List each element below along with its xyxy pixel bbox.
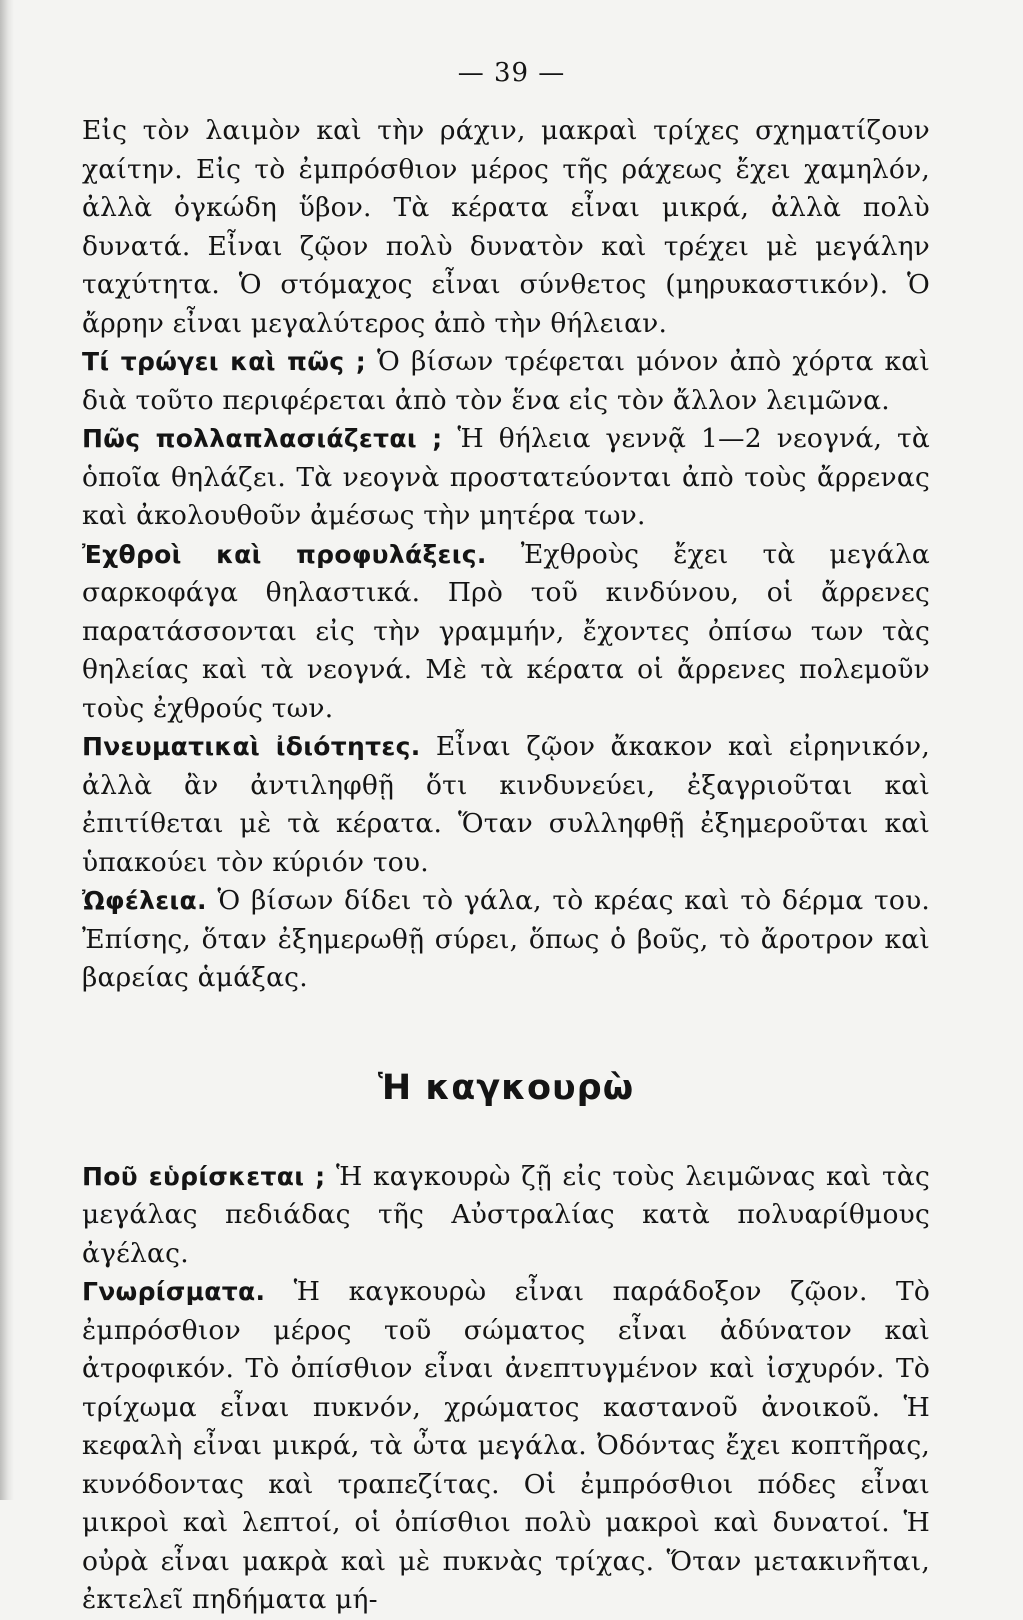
benefit-paragraph: [82, 882, 930, 998]
features-heading: Γνωρίσματα.: [82, 1277, 266, 1306]
page-content: [82, 112, 930, 1620]
benefit-heading: Ὠφέλεια.: [82, 886, 207, 915]
mental-heading: Πνευματικαὶ ἰδιότητες.: [82, 732, 421, 761]
kangaroo-section-title: Ἡ καγκουρὼ: [377, 1067, 635, 1108]
bison-intro-paragraph: Εἰς τὸν λαιμὸν καὶ τὴν ράχιν, μακραὶ τρίχες σχηματίζουν χαίτην. Εἰς τὸ ἐμπρόσθιον μέρος τῆς ράχεως ἔχει χαμηλόν, ἀλλὰ ὀγκώδη ὕβον. Τὰ κέρατα εἶναι μικρά, ἀλλὰ πολὺ δυνατά. Εἶναι ζῷον πολὺ δυνατὸν καὶ τρέχει μὲ μεγάλην ταχύτητα. Ὁ στόμαχος εἶναι σύνθετος (μηρυκαστικόν). Ὁ ἄρρην εἶναι μεγαλύτερος ἀπὸ τὴν θήλειαν.: [82, 115, 930, 339]
page-number: — 39 —: [457, 58, 566, 88]
food-paragraph: [82, 343, 930, 420]
habitat-paragraph: [82, 1158, 930, 1274]
breeding-text: Ἡ θήλεια γεννᾷ 1—2 νεογνά, τὰ ὁποῖα θηλάζει. Τὰ νεογνὰ προστατεύονται ἀπὸ τοὺς ἄρρενας καὶ ἀκολουθοῦν ἀμέσως τὴν μητέρα των.: [82, 423, 930, 531]
page-edge-shadow: [0, 0, 14, 1500]
food-text: Ὁ βίσων τρέφεται μόνον ἀπὸ χόρτα καὶ διὰ τοῦτο περιφέρεται ἀπὸ τὸν ἕνα εἰς τὸν ἄλλον λειμῶνα.: [82, 346, 930, 416]
benefit-text: Ὁ βίσων δίδει τὸ γάλα, τὸ κρέας καὶ τὸ δέρμα του. Ἐπίσης, ὅταν ἐξημερωθῇ σύρει, ὅπως ὁ βοῦς, τὸ ἄροτρον καὶ βαρείας ἁμάξας.: [82, 885, 930, 993]
breeding-paragraph: [82, 420, 930, 536]
mental-paragraph: [82, 728, 930, 882]
enemies-text: Ἐχθροὺς ἔχει τὰ μεγάλα σαρκοφάγα θηλαστικά. Πρὸ τοῦ κινδύνου, οἱ ἄρρενες παρατάσσονται εἰς τὴν γραμμήν, ἔχοντες ὀπίσω των τὰς θηλείας καὶ τὰ νεογνά. Μὲ τὰ κέρατα οἱ ἄρρενες πολεμοῦν τοὺς ἐχθρούς των.: [82, 538, 930, 724]
features-paragraph: [82, 1273, 930, 1620]
habitat-heading: Ποῦ εὑρίσκεται ;: [82, 1161, 326, 1191]
breeding-heading: Πῶς πολλαπλασιάζεται ;: [82, 424, 443, 453]
mental-text: Εἶναι ζῷον ἄκακον καὶ εἰρηνικόν, ἀλλὰ ἂν ἀντιληφθῇ ὅτι κινδυνεύει, ἐξαγριοῦται καὶ ἐπιτίθεται μὲ τὰ κέρατα. Ὅταν συλληφθῇ ἐξημεροῦται καὶ ὑπακούει τὸν κύριόν του.: [82, 731, 930, 878]
food-heading: Τί τρώγει καὶ πῶς ;: [82, 347, 367, 376]
enemies-paragraph: [82, 536, 930, 729]
enemies-heading: Ἐχθροὶ καὶ προφυλάξεις.: [82, 539, 487, 569]
habitat-text: Ἡ καγκουρὼ ζῇ εἰς τοὺς λειμῶνας καὶ τὰς μεγάλας πεδιάδας τῆς Αὐστραλίας κατὰ πολυαρίθμους ἀγέλας.: [82, 1160, 930, 1269]
features-text: Ἡ καγκουρὼ εἶναι παράδοξον ζῷον. Τὸ ἐμπρόσθιον μέρος τοῦ σώματος εἶναι ἀδύνατον καὶ ἀτροφικόν. Τὸ ὀπίσθιον εἶναι ἀνεπτυγμένον καὶ ἰσχυρόν. Τὸ τρίχωμα εἶναι πυκνόν, χρώματος καστανοῦ ἀνοικοῦ. Ἡ κεφαλὴ εἶναι μικρά, τὰ ὦτα μεγάλα. Ὀδόντας ἔχει κοπτῆρας, κυνόδοντας καὶ τραπεζίτας. Οἱ ἐμπρόσθιοι πόδες εἶναι μικροὶ καὶ λεπτοί, οἱ ὀπίσθιοι πολὺ μακροὶ καὶ δυνατοί. Ἡ οὐρὰ εἶναι μακρὰ καὶ μὲ πυκνὰς τρίχας. Ὅταν μετακινῆται, ἐκτελεῖ πηδήματα μή-: [82, 1276, 930, 1615]
